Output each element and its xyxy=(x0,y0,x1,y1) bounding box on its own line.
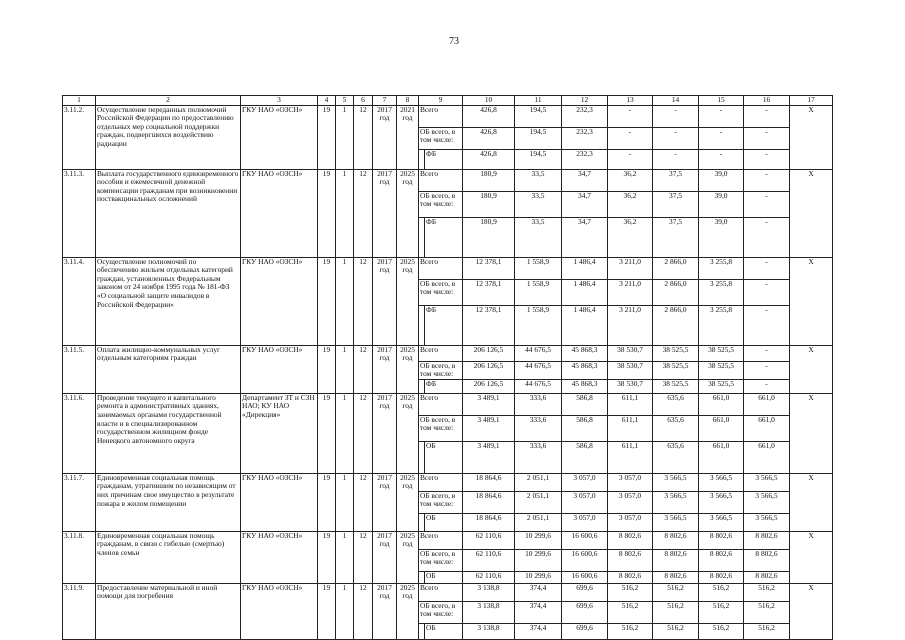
value-cell: 661,0 xyxy=(744,415,790,441)
row-col6: 12 xyxy=(354,257,373,345)
row-end-year: 2025 год xyxy=(397,531,419,583)
row-col17: X xyxy=(790,473,833,531)
value-cell: 2 051,1 xyxy=(515,491,562,513)
value-cell: 3 566,5 xyxy=(653,473,699,491)
value-cell: 516,2 xyxy=(653,623,699,639)
value-cell: 3 057,0 xyxy=(608,513,653,531)
row-name: Оплата жилищно-коммунальных услуг отдельным категориям граждан xyxy=(96,345,241,393)
row-start-year: 2017 год xyxy=(373,105,397,169)
column-header: 9 xyxy=(419,96,463,106)
row-col5: 1 xyxy=(336,473,354,531)
value-cell: 62 110,6 xyxy=(463,531,515,549)
funding-label: ФБ xyxy=(425,217,463,257)
value-cell: 206 126,5 xyxy=(463,345,515,361)
row-col6: 12 xyxy=(354,583,373,639)
value-cell: 44 676,5 xyxy=(515,361,562,379)
value-cell: 1 486,4 xyxy=(562,279,608,305)
value-cell: 16 600,6 xyxy=(562,549,608,571)
funding-label: Всего xyxy=(419,105,463,127)
value-cell: - xyxy=(608,105,653,127)
row-code: 3.11.2. xyxy=(63,105,96,169)
value-cell: 36,2 xyxy=(608,169,653,191)
row-executor: ГКУ НАО «ОЗСН» xyxy=(241,169,318,257)
value-cell: 3 566,5 xyxy=(699,491,744,513)
value-cell: - xyxy=(744,279,790,305)
value-cell: 8 802,6 xyxy=(699,531,744,549)
value-cell: 3 057,0 xyxy=(608,491,653,513)
value-cell: 1 486,4 xyxy=(562,257,608,279)
value-cell: 374,4 xyxy=(515,601,562,623)
row-col5: 1 xyxy=(336,169,354,257)
row-col6: 12 xyxy=(354,345,373,393)
value-cell: 34,7 xyxy=(562,169,608,191)
value-cell: 611,1 xyxy=(608,415,653,441)
value-cell: 38 525,5 xyxy=(653,361,699,379)
value-cell: 586,8 xyxy=(562,415,608,441)
value-cell: 194,5 xyxy=(515,127,562,149)
value-cell: 10 299,6 xyxy=(515,549,562,571)
value-cell: 699,6 xyxy=(562,583,608,601)
row-executor: ГКУ НАО «ОЗСН» xyxy=(241,257,318,345)
value-cell: 2 866,0 xyxy=(653,279,699,305)
value-cell: 426,8 xyxy=(463,149,515,169)
value-cell: 3 489,1 xyxy=(463,441,515,473)
row-col17: X xyxy=(790,531,833,583)
value-cell: 232,3 xyxy=(562,149,608,169)
row-start-year: 2017 год xyxy=(373,169,397,257)
funding-label: ОБ xyxy=(425,571,463,583)
value-cell: 45 868,3 xyxy=(562,379,608,393)
value-cell: 62 110,6 xyxy=(463,571,515,583)
value-cell: 45 868,3 xyxy=(562,361,608,379)
value-cell: 180,9 xyxy=(463,191,515,217)
row-name: Единовременная социальная помощь гражданам, в связи с гибелью (смертью) членов семьи xyxy=(96,531,241,583)
value-cell: 36,2 xyxy=(608,217,653,257)
value-cell: 37,5 xyxy=(653,217,699,257)
row-executor: ГКУ НАО «ОЗСН» xyxy=(241,105,318,169)
value-cell: 8 802,6 xyxy=(744,549,790,571)
value-cell: - xyxy=(653,149,699,169)
row-col4: 19 xyxy=(318,105,336,169)
value-cell: - xyxy=(608,127,653,149)
value-cell: 1 558,9 xyxy=(515,279,562,305)
row-col17: X xyxy=(790,105,833,169)
value-cell: 635,6 xyxy=(653,415,699,441)
value-cell: 3 489,1 xyxy=(463,415,515,441)
row-col5: 1 xyxy=(336,345,354,393)
funding-label: ОБ всего, в том числе: xyxy=(419,191,463,217)
row-col4: 19 xyxy=(318,169,336,257)
value-cell: 10 299,6 xyxy=(515,531,562,549)
value-cell: 333,6 xyxy=(515,415,562,441)
row-name: Выплата государственного единовременного пособия и ежемесячной денежной компенсации гражданам при возникновении поствакцинальных осложнений xyxy=(96,169,241,257)
row-col4: 19 xyxy=(318,531,336,583)
value-cell: - xyxy=(653,105,699,127)
row-col4: 19 xyxy=(318,257,336,345)
page-number: 73 xyxy=(449,36,459,47)
value-cell: 3 255,8 xyxy=(699,257,744,279)
row-col6: 12 xyxy=(354,393,373,473)
value-cell: 44 676,5 xyxy=(515,379,562,393)
column-header: 11 xyxy=(515,96,562,106)
value-cell: 3 489,1 xyxy=(463,393,515,415)
row-col17: X xyxy=(790,169,833,257)
column-header: 14 xyxy=(653,96,699,106)
funding-label: ОБ xyxy=(425,441,463,473)
value-cell: 16 600,6 xyxy=(562,571,608,583)
value-cell: 699,6 xyxy=(562,601,608,623)
value-cell: 39,0 xyxy=(699,169,744,191)
row-name: Предоставление материальной и иной помощи для погребения xyxy=(96,583,241,639)
value-cell: 8 802,6 xyxy=(608,571,653,583)
value-cell: 206 126,5 xyxy=(463,379,515,393)
value-cell: 661,0 xyxy=(699,393,744,415)
row-start-year: 2017 год xyxy=(373,393,397,473)
value-cell: 3 057,0 xyxy=(562,491,608,513)
value-cell: 333,6 xyxy=(515,393,562,415)
table-row xyxy=(63,473,833,491)
column-header: 7 xyxy=(373,96,397,106)
value-cell: 3 566,5 xyxy=(699,473,744,491)
value-cell: 37,5 xyxy=(653,191,699,217)
value-cell: 661,0 xyxy=(744,441,790,473)
value-cell: 661,0 xyxy=(699,441,744,473)
row-code: 3.11.9. xyxy=(63,583,96,639)
value-cell: 3 211,0 xyxy=(608,257,653,279)
value-cell: 3 566,5 xyxy=(744,491,790,513)
funding-label: Всего xyxy=(419,531,463,549)
value-cell: 8 802,6 xyxy=(744,531,790,549)
value-cell: 36,2 xyxy=(608,191,653,217)
value-cell: 516,2 xyxy=(744,601,790,623)
row-name: Осуществление полномочий по обеспечению жильем отдельных категорий граждан, установленных Федеральным законом от 24 ноября 1995 года № 181-ФЗ «О социальной защите инвалидов в Российской Федерации» xyxy=(96,257,241,345)
value-cell: 38 525,5 xyxy=(699,361,744,379)
value-cell: 232,3 xyxy=(562,127,608,149)
column-header: 13 xyxy=(608,96,653,106)
value-cell: 18 864,6 xyxy=(463,473,515,491)
row-end-year: 2021 год xyxy=(397,105,419,169)
value-cell: 661,0 xyxy=(744,393,790,415)
row-start-year: 2017 год xyxy=(373,345,397,393)
row-end-year: 2025 год xyxy=(397,393,419,473)
row-code: 3.11.6. xyxy=(63,393,96,473)
value-cell: 8 802,6 xyxy=(608,549,653,571)
value-cell: 38 525,5 xyxy=(699,379,744,393)
value-cell: 3 566,5 xyxy=(653,491,699,513)
value-cell: 16 600,6 xyxy=(562,531,608,549)
value-cell: 38 525,5 xyxy=(699,345,744,361)
value-cell: 635,6 xyxy=(653,441,699,473)
funding-label: Всего xyxy=(419,473,463,491)
row-start-year: 2017 год xyxy=(373,531,397,583)
value-cell: 18 864,6 xyxy=(463,491,515,513)
value-cell: 2 051,1 xyxy=(515,513,562,531)
value-cell: 62 110,6 xyxy=(463,549,515,571)
funding-label: ФБ xyxy=(425,149,463,169)
column-header: 6 xyxy=(354,96,373,106)
row-end-year: 2025 год xyxy=(397,345,419,393)
row-col17: X xyxy=(790,345,833,393)
value-cell: 3 057,0 xyxy=(608,473,653,491)
value-cell: 8 802,6 xyxy=(653,531,699,549)
row-end-year: 2025 год xyxy=(397,473,419,531)
value-cell: 699,6 xyxy=(562,623,608,639)
row-end-year: 2025 год xyxy=(397,257,419,345)
row-name: Осуществление переданных полномочий Российской Федерации по предоставлению отдельных мер социальной поддержки граждан, подвергшихся воздействию радиации xyxy=(96,105,241,169)
row-col6: 12 xyxy=(354,169,373,257)
table-row xyxy=(63,345,833,361)
row-col17: X xyxy=(790,583,833,639)
row-end-year: 2025 год xyxy=(397,583,419,639)
value-cell: 18 864,6 xyxy=(463,513,515,531)
row-col17: X xyxy=(790,257,833,345)
value-cell: - xyxy=(744,361,790,379)
value-cell: 516,2 xyxy=(744,623,790,639)
value-cell: 12 378,1 xyxy=(463,257,515,279)
value-cell: 426,8 xyxy=(463,105,515,127)
row-name: Проведение текущего и капитального ремонта в административных зданиях, занимаемых органами государственной власти и в специализированном государственном жилищном фонде Ненецкого автономного округа xyxy=(96,393,241,473)
value-cell: 3 255,8 xyxy=(699,305,744,345)
funding-label: Всего xyxy=(419,583,463,601)
row-start-year: 2017 год xyxy=(373,583,397,639)
row-end-year: 2025 год xyxy=(397,169,419,257)
value-cell: 8 802,6 xyxy=(653,571,699,583)
funding-label: ОБ всего, в том числе: xyxy=(419,279,463,305)
table-row xyxy=(63,169,833,191)
header-row xyxy=(63,96,833,106)
row-col5: 1 xyxy=(336,583,354,639)
value-cell: 1 558,9 xyxy=(515,257,562,279)
value-cell: - xyxy=(744,149,790,169)
value-cell: 206 126,5 xyxy=(463,361,515,379)
value-cell: 426,8 xyxy=(463,127,515,149)
value-cell: 3 138,8 xyxy=(463,623,515,639)
value-cell: 33,5 xyxy=(515,169,562,191)
value-cell: 516,2 xyxy=(608,601,653,623)
value-cell: - xyxy=(653,127,699,149)
funding-label: ОБ всего, в том числе: xyxy=(419,601,463,623)
column-header: 2 xyxy=(96,96,241,106)
funding-label: Всего xyxy=(419,345,463,361)
row-col4: 19 xyxy=(318,345,336,393)
funding-label: Всего xyxy=(419,257,463,279)
value-cell: - xyxy=(744,191,790,217)
column-header: 17 xyxy=(790,96,833,106)
value-cell: 3 138,8 xyxy=(463,583,515,601)
value-cell: 516,2 xyxy=(653,601,699,623)
row-start-year: 2017 год xyxy=(373,257,397,345)
value-cell: 194,5 xyxy=(515,105,562,127)
value-cell: 516,2 xyxy=(744,583,790,601)
value-cell: 180,9 xyxy=(463,217,515,257)
value-cell: - xyxy=(699,105,744,127)
value-cell: 33,5 xyxy=(515,217,562,257)
value-cell: - xyxy=(744,379,790,393)
column-header: 4 xyxy=(318,96,336,106)
funding-label: ОБ всего, в том числе: xyxy=(419,491,463,513)
row-code: 3.11.8. xyxy=(63,531,96,583)
value-cell: 10 299,6 xyxy=(515,571,562,583)
table-row xyxy=(63,105,833,127)
value-cell: 38 530,7 xyxy=(608,345,653,361)
column-header: 16 xyxy=(744,96,790,106)
funding-label: ФБ xyxy=(425,305,463,345)
value-cell: 39,0 xyxy=(699,191,744,217)
value-cell: 194,5 xyxy=(515,149,562,169)
value-cell: - xyxy=(744,305,790,345)
column-header: 10 xyxy=(463,96,515,106)
row-executor: ГКУ НАО «ОЗСН» xyxy=(241,473,318,531)
funding-label: ОБ xyxy=(425,623,463,639)
value-cell: - xyxy=(744,217,790,257)
column-header: 15 xyxy=(699,96,744,106)
value-cell: 374,4 xyxy=(515,583,562,601)
funding-label: Всего xyxy=(419,393,463,415)
row-executor: ГКУ НАО «ОЗСН» xyxy=(241,531,318,583)
value-cell: 516,2 xyxy=(699,601,744,623)
row-code: 3.11.7. xyxy=(63,473,96,531)
value-cell: - xyxy=(608,149,653,169)
value-cell: 39,0 xyxy=(699,217,744,257)
value-cell: 38 530,7 xyxy=(608,379,653,393)
row-col4: 19 xyxy=(318,393,336,473)
value-cell: 635,6 xyxy=(653,393,699,415)
value-cell: 516,2 xyxy=(699,623,744,639)
funding-label: ФБ xyxy=(425,379,463,393)
row-executor: ГКУ НАО «ОЗСН» xyxy=(241,583,318,639)
value-cell: 34,7 xyxy=(562,191,608,217)
value-cell: 3 566,5 xyxy=(744,473,790,491)
value-cell: 586,8 xyxy=(562,441,608,473)
value-cell: 12 378,1 xyxy=(463,279,515,305)
value-cell: 232,3 xyxy=(562,105,608,127)
value-cell: 12 378,1 xyxy=(463,305,515,345)
value-cell: - xyxy=(744,105,790,127)
value-cell: - xyxy=(744,257,790,279)
value-cell: - xyxy=(744,345,790,361)
row-col5: 1 xyxy=(336,393,354,473)
table-row xyxy=(63,257,833,279)
row-col4: 19 xyxy=(318,583,336,639)
column-header: 12 xyxy=(562,96,608,106)
value-cell: 8 802,6 xyxy=(699,549,744,571)
value-cell: 3 566,5 xyxy=(744,513,790,531)
row-col6: 12 xyxy=(354,531,373,583)
value-cell: - xyxy=(744,127,790,149)
funding-label: ОБ всего, в том числе: xyxy=(419,549,463,571)
value-cell: 3 255,8 xyxy=(699,279,744,305)
table-row xyxy=(63,531,833,549)
value-cell: 8 802,6 xyxy=(699,571,744,583)
column-header: 8 xyxy=(397,96,419,106)
row-code: 3.11.3. xyxy=(63,169,96,257)
value-cell: 8 802,6 xyxy=(653,549,699,571)
value-cell: 586,8 xyxy=(562,393,608,415)
funding-label: Всего xyxy=(419,169,463,191)
table-row xyxy=(63,583,833,601)
row-start-year: 2017 год xyxy=(373,473,397,531)
funding-label: ОБ всего, в том числе: xyxy=(419,415,463,441)
row-executor: Департамент ЗТ и СЗН НАО; КУ НАО «Дирекция» xyxy=(241,393,318,473)
value-cell: 2 051,1 xyxy=(515,473,562,491)
row-col17: X xyxy=(790,393,833,473)
row-col5: 1 xyxy=(336,531,354,583)
value-cell: 611,1 xyxy=(608,393,653,415)
value-cell: 38 525,5 xyxy=(653,345,699,361)
row-code: 3.11.5. xyxy=(63,345,96,393)
row-col6: 12 xyxy=(354,105,373,169)
value-cell: 8 802,6 xyxy=(608,531,653,549)
value-cell: 611,1 xyxy=(608,441,653,473)
column-header: 5 xyxy=(336,96,354,106)
value-cell: 8 802,6 xyxy=(744,571,790,583)
value-cell: 3 138,8 xyxy=(463,601,515,623)
value-cell: 2 866,0 xyxy=(653,257,699,279)
value-cell: - xyxy=(744,169,790,191)
table-row xyxy=(63,393,833,415)
value-cell: 2 866,0 xyxy=(653,305,699,345)
row-col5: 1 xyxy=(336,105,354,169)
value-cell: 661,0 xyxy=(699,415,744,441)
value-cell: 333,6 xyxy=(515,441,562,473)
row-col6: 12 xyxy=(354,473,373,531)
column-header: 3 xyxy=(241,96,318,106)
value-cell: 3 566,5 xyxy=(653,513,699,531)
value-cell: 3 057,0 xyxy=(562,473,608,491)
value-cell: - xyxy=(699,127,744,149)
value-cell: 3 566,5 xyxy=(699,513,744,531)
value-cell: 33,5 xyxy=(515,191,562,217)
row-executor: ГКУ НАО «ОЗСН» xyxy=(241,345,318,393)
value-cell: 34,7 xyxy=(562,217,608,257)
column-header: 1 xyxy=(63,96,96,106)
value-cell: 38 530,7 xyxy=(608,361,653,379)
value-cell: 1 558,9 xyxy=(515,305,562,345)
value-cell: 3 211,0 xyxy=(608,279,653,305)
value-cell: 37,5 xyxy=(653,169,699,191)
value-cell: 3 211,0 xyxy=(608,305,653,345)
value-cell: 516,2 xyxy=(608,623,653,639)
value-cell: 1 486,4 xyxy=(562,305,608,345)
row-name: Единовременная социальная помощь гражданам, утратившим по независящим от них причинам свое имущество в результате пожара в жилом помещении xyxy=(96,473,241,531)
row-col5: 1 xyxy=(336,257,354,345)
funding-label: ОБ всего, в том числе: xyxy=(419,127,463,149)
value-cell: 180,9 xyxy=(463,169,515,191)
row-col4: 19 xyxy=(318,473,336,531)
funding-label: ОБ всего, в том числе: xyxy=(419,361,463,379)
value-cell: 44 676,5 xyxy=(515,345,562,361)
value-cell: 38 525,5 xyxy=(653,379,699,393)
program-table xyxy=(62,95,833,640)
value-cell: 516,2 xyxy=(608,583,653,601)
value-cell: 374,4 xyxy=(515,623,562,639)
row-code: 3.11.4. xyxy=(63,257,96,345)
value-cell: 45 868,3 xyxy=(562,345,608,361)
value-cell: - xyxy=(699,149,744,169)
value-cell: 516,2 xyxy=(699,583,744,601)
funding-label: ОБ xyxy=(425,513,463,531)
value-cell: 3 057,0 xyxy=(562,513,608,531)
value-cell: 516,2 xyxy=(653,583,699,601)
